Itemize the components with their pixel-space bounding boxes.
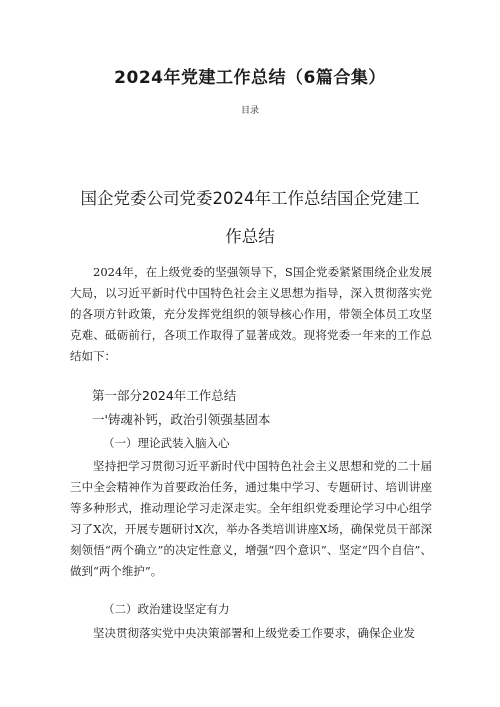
paragraph-theory: 坚持把学习贯彻习近平新时代中国特色社会主义思想和党的二十届三中全会精神作为首要政治任务，通过集中学习、专题研讨、培训讲座等多种形式，推动理论学习走深走实。全年组织党委理论学习中心组学习了X次，开展专题研讨X次，举办各类培训讲座X场，确保党员干部深刻领悟“两个确立”的决定性意义，增强“四个意识”、坚定“四个自信”、做到“两个维护”。 xyxy=(70,459,432,578)
sub-heading-theory: （一）理论武装入脑入心 xyxy=(103,436,230,450)
article-title: 国企党委公司党委2024年工作总结国企党建工作总结 xyxy=(80,189,420,246)
part-heading: 第一部分2024年工作总结 xyxy=(92,388,237,403)
document-title: 2024年党建工作总结（6篇合集） xyxy=(114,68,386,88)
intro-paragraph: 2024年，在上级党委的坚强领导下，S国企党委紧紧围绕企业发展大局，以习近平新时代中国特色社会主义思想为指导，深入贯彻落实党的各项方针政策，充分发挥党组织的领导核心作用，带领全体员工攻坚克难、砥砺前行，各项工作取得了显著成效。现将党委一年来的工作总结如下： xyxy=(70,265,432,363)
sub-heading-political: （二）政治建设坚定有力 xyxy=(103,602,230,616)
section-heading: 一'铸魂补钙，政治引领强基固本 xyxy=(92,412,271,427)
paragraph-political: 坚决贯彻落实党中央决策部署和上级党委工作要求，确保企业发 xyxy=(93,626,415,640)
toc-label: 目录 xyxy=(240,106,259,116)
